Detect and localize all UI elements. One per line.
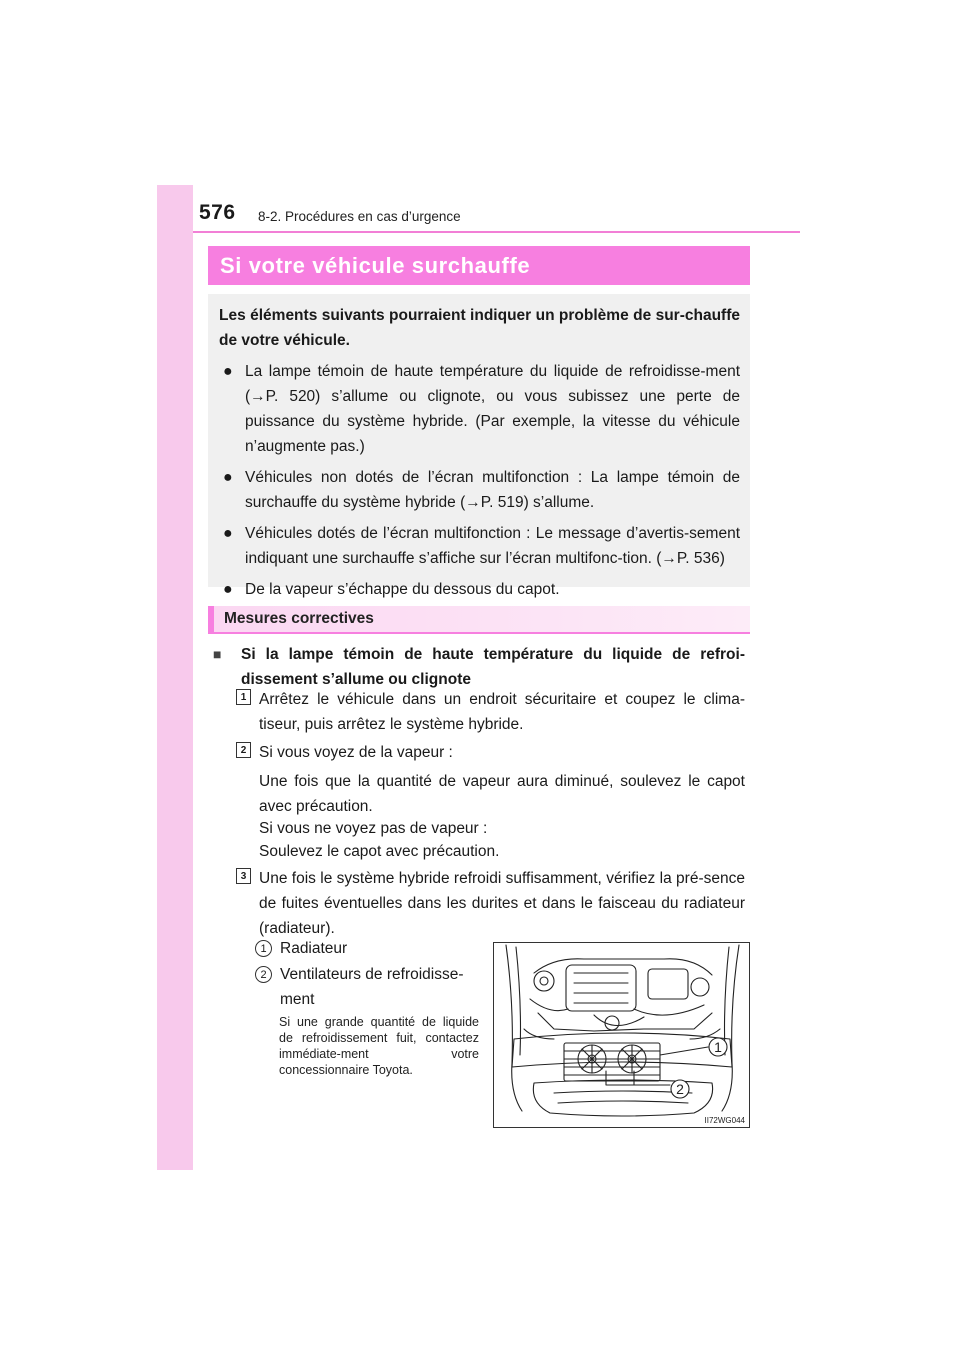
step-3-text: Une fois le système hybride refroidi suffisamment, vérifiez la pré-sence de fuites éventuelles dans les durites et dans le faisceau du radiateur (radiateur). bbox=[259, 870, 745, 937]
bullet-dot-icon: ● bbox=[223, 469, 233, 486]
legend-number-1: 1 bbox=[255, 940, 272, 957]
engine-bay-illustration bbox=[493, 942, 750, 1128]
side-tab-band bbox=[157, 185, 193, 1170]
step-number-3: 3 bbox=[236, 868, 251, 884]
intro-bullet bbox=[219, 577, 740, 602]
step-number-1: 1 bbox=[236, 689, 251, 705]
condition-heading bbox=[213, 642, 745, 692]
engine-bay-drawing bbox=[494, 943, 750, 1128]
bullet-dot-icon: ● bbox=[223, 363, 233, 380]
bullet-text: Véhicules non dotés de l’écran multifonction : La lampe témoin de surchauffe du système hybride (→P. 519) s’allume. bbox=[245, 469, 740, 511]
step-1-text: Arrêtez le véhicule dans un endroit sécuritaire et coupez le clima-tiseur, puis arrêtez le système hybride. bbox=[259, 691, 745, 733]
intro-box bbox=[208, 294, 750, 598]
header-rule bbox=[193, 231, 800, 233]
intro-bullet bbox=[219, 359, 740, 459]
intro-lead: Les éléments suivants pourraient indiquer un problème de sur-chauffe de votre véhicule. bbox=[219, 307, 740, 349]
bullet-text: Véhicules dotés de l’écran multifonction : Le message d’avertis-sement indiquant une surchauffe s’affiche sur l’écran multifonc-tion. (→P. 536) bbox=[245, 525, 740, 567]
figure-code: II72WG044 bbox=[704, 1116, 745, 1125]
running-title: 8-2. Procédures en cas d’urgence bbox=[258, 209, 461, 224]
step-2-text: Si vous voyez de la vapeur : bbox=[259, 744, 453, 761]
bullet-text: La lampe témoin de haute température du liquide de refroidisse-ment (→P. 520) s’allume ou clignote, ou vous subissez une perte de puissance du système hybride. (Par exemple, la vitesse du véhicule n’augmente pas.) bbox=[245, 363, 740, 455]
bullet-text: De la vapeur s’échappe du dessous du capot. bbox=[245, 581, 560, 598]
step-2-sub-2: Si vous ne voyez pas de vapeur : bbox=[259, 820, 488, 837]
legend-number-2: 2 bbox=[255, 966, 272, 983]
condition-text: Si la lampe témoin de haute température du liquide de refroi-dissement s’allume ou clignote bbox=[241, 646, 745, 688]
intro-bullet bbox=[219, 465, 740, 515]
step-number-2: 2 bbox=[236, 742, 251, 758]
step-2-sub-1: Une fois que la quantité de vapeur aura diminué, soulevez le capot avec précaution. bbox=[259, 773, 745, 815]
page-number: 576 bbox=[199, 201, 236, 224]
bullet-dot-icon: ● bbox=[223, 525, 233, 542]
figure-note: Si une grande quantité de liquide de refroidissement fuit, contactez immédiate-ment votre concessionnaire Toyota. bbox=[279, 1015, 479, 1077]
section-title: Si votre véhicule surchauffe bbox=[208, 246, 750, 285]
callout-1-label: 1 bbox=[714, 1039, 722, 1055]
bullet-dot-icon: ● bbox=[223, 581, 233, 598]
legend-label-2: Ventilateurs de refroidisse-ment bbox=[280, 966, 464, 1008]
callout-2-label: 2 bbox=[676, 1081, 684, 1097]
square-bullet-icon: ■ bbox=[213, 646, 222, 662]
legend-label-1: Radiateur bbox=[280, 940, 348, 957]
intro-bullet bbox=[219, 521, 740, 571]
step-2-sub-3: Soulevez le capot avec précaution. bbox=[259, 843, 500, 860]
subsection-title: Mesures correctives bbox=[208, 606, 750, 634]
